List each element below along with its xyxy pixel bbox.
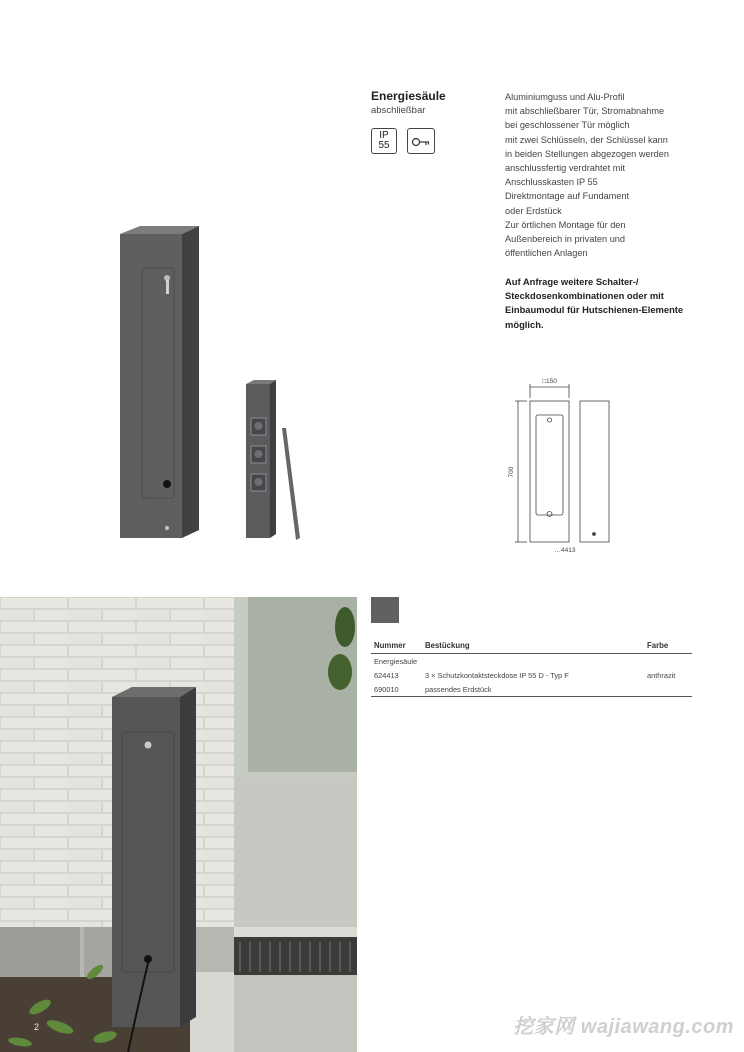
description-line: anschlussfertig verdrahtet mit — [505, 163, 625, 174]
ip55-badge — [371, 128, 397, 154]
cell-equipment: passendes Erdstück — [422, 682, 644, 697]
description-line: Zur örtlichen Montage für den — [505, 219, 626, 230]
note-line: Einbaumodul für Hutschienen-Elemente — [505, 304, 684, 316]
product-image-open — [242, 378, 304, 542]
description-line: öffentlichen Anlagen — [505, 248, 588, 259]
cell-color — [644, 682, 692, 697]
technical-drawing — [505, 372, 615, 558]
table-row — [371, 682, 692, 697]
key-icon — [407, 128, 435, 154]
col-header-number: Nummer — [371, 638, 422, 654]
description-line: bei geschlossener Tür möglich — [505, 120, 630, 131]
table-group-label: Energiesäule — [374, 656, 418, 666]
col-header-equipment: Bestückung — [422, 638, 644, 654]
note-line: Steckdosenkombinationen oder mit — [505, 290, 664, 302]
cell-number: 624413 — [374, 670, 399, 680]
description-line: Anschlusskasten IP 55 — [505, 177, 598, 188]
request-note — [505, 275, 715, 332]
description-line: mit zwei Schlüsseln, der Schlüssel kann — [505, 134, 668, 145]
product-subtitle: abschließbar — [371, 105, 426, 116]
description-line: Direktmontage auf Fundament — [505, 191, 630, 202]
product-image-closed — [112, 222, 207, 544]
installation-photo — [0, 597, 357, 1052]
cell-equipment: 3 × Schutzkontaktsteckdose IP 55 D - Typ F — [425, 670, 569, 680]
watermark: 挖家网 wajiawang.com — [513, 1016, 734, 1038]
table-row — [371, 668, 692, 682]
product-spec-table — [371, 638, 692, 697]
badge-ip-line2: 55 — [378, 140, 390, 151]
page-number: 2 — [34, 1022, 40, 1032]
col-header-color: Farbe — [644, 638, 692, 654]
description-line: mit abschließbarer Tür, Stromabnahme — [505, 106, 665, 117]
color-swatch-anthracite — [371, 597, 399, 623]
description-line: in beiden Stellungen abgezogen werden — [505, 148, 669, 159]
drawing-height-label: 700 — [508, 466, 515, 478]
description-line: oder Erdstück — [505, 205, 562, 216]
drawing-ref-label: …4413 — [554, 547, 576, 554]
product-title: Energiesäule — [371, 89, 446, 103]
cell-number: 690010 — [371, 682, 422, 697]
badge-ip-line1: IP — [379, 130, 389, 141]
note-line: Auf Anfrage weitere Schalter-/ — [505, 276, 639, 287]
note-line: möglich. — [505, 318, 544, 330]
description-line: Außenbereich in privaten und — [505, 234, 626, 245]
cell-color: anthrazit — [647, 670, 676, 680]
drawing-width-label: □150 — [542, 378, 557, 385]
description-line: Aluminiumguss und Alu-Profil — [505, 92, 625, 102]
product-description — [505, 90, 705, 260]
